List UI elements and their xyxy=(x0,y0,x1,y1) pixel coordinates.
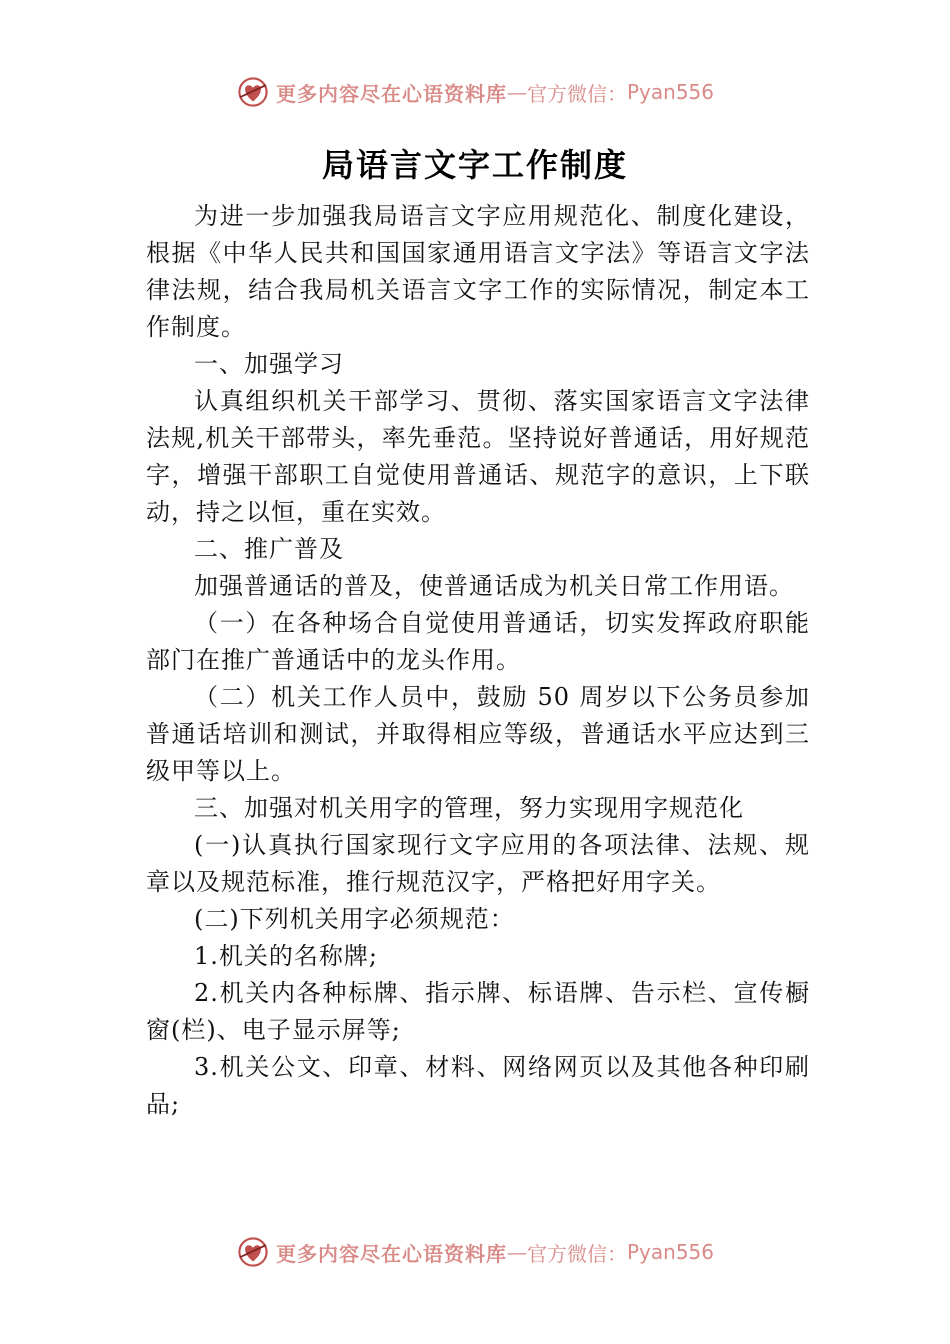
heart-logo-icon xyxy=(236,75,270,109)
banner-brand-text: 更多内容尽在心语资料库 xyxy=(275,1241,507,1266)
banner-brand-text: 更多内容尽在心语资料库 xyxy=(275,81,507,106)
banner-separator: — xyxy=(506,1240,527,1264)
document-body xyxy=(146,198,810,1123)
list-item: 2.机关内各种标牌、指示牌、标语牌、告示栏、宣传橱窗(栏)、电子显示屏等; xyxy=(146,979,810,1044)
section-heading: 二、推广普及 xyxy=(194,535,344,563)
paragraph: (一)认真执行国家现行文字应用的各项法律、法规、规章以及规范标准，推行规范汉字，严格把好用字关。 xyxy=(146,831,810,896)
banner-label: 官方微信： xyxy=(526,81,627,106)
paragraph: (二)下列机关用字必须规范： xyxy=(194,905,515,933)
banner-wechat-id: Pyan556 xyxy=(626,80,714,104)
heart-logo-icon xyxy=(236,1235,270,1269)
section-heading: 三、加强对机关用字的管理，努力实现用字规范化 xyxy=(194,794,744,822)
paragraph: 为进一步加强我局语言文字应用规范化、制度化建设，根据《中华人民共和国国家通用语言文字法》等语言文字法律法规，结合我局机关语言文字工作的实际情况，制定本工作制度。 xyxy=(146,202,810,341)
list-item: 3.机关公文、印章、材料、网络网页以及其他各种印刷品; xyxy=(146,1053,810,1118)
paragraph: （二）机关工作人员中，鼓励 50 周岁以下公务员参加普通话培训和测试，并取得相应等级，普通话水平应达到三级甲等以上。 xyxy=(146,683,810,785)
section-heading: 一、加强学习 xyxy=(194,350,344,378)
paragraph: 认真组织机关干部学习、贯彻、落实国家语言文字法律法规,机关干部带头，率先垂范。坚持说好普通话，用好规范字，增强干部职工自觉使用普通话、规范字的意识，上下联动，持之以恒，重在实效。 xyxy=(146,387,810,526)
footer-banner xyxy=(0,1232,950,1272)
banner-separator: — xyxy=(506,80,527,104)
header-banner xyxy=(0,72,950,112)
paragraph: 加强普通话的普及，使普通话成为机关日常工作用语。 xyxy=(194,572,794,600)
list-item: 1.机关的名称牌; xyxy=(194,942,378,970)
banner-wechat-id: Pyan556 xyxy=(626,1240,714,1264)
paragraph: （一）在各种场合自觉使用普通话，切实发挥政府职能部门在推广普通话中的龙头作用。 xyxy=(146,609,810,674)
document-title: 局语言文字工作制度 xyxy=(321,146,628,184)
banner-label: 官方微信： xyxy=(526,1241,627,1266)
